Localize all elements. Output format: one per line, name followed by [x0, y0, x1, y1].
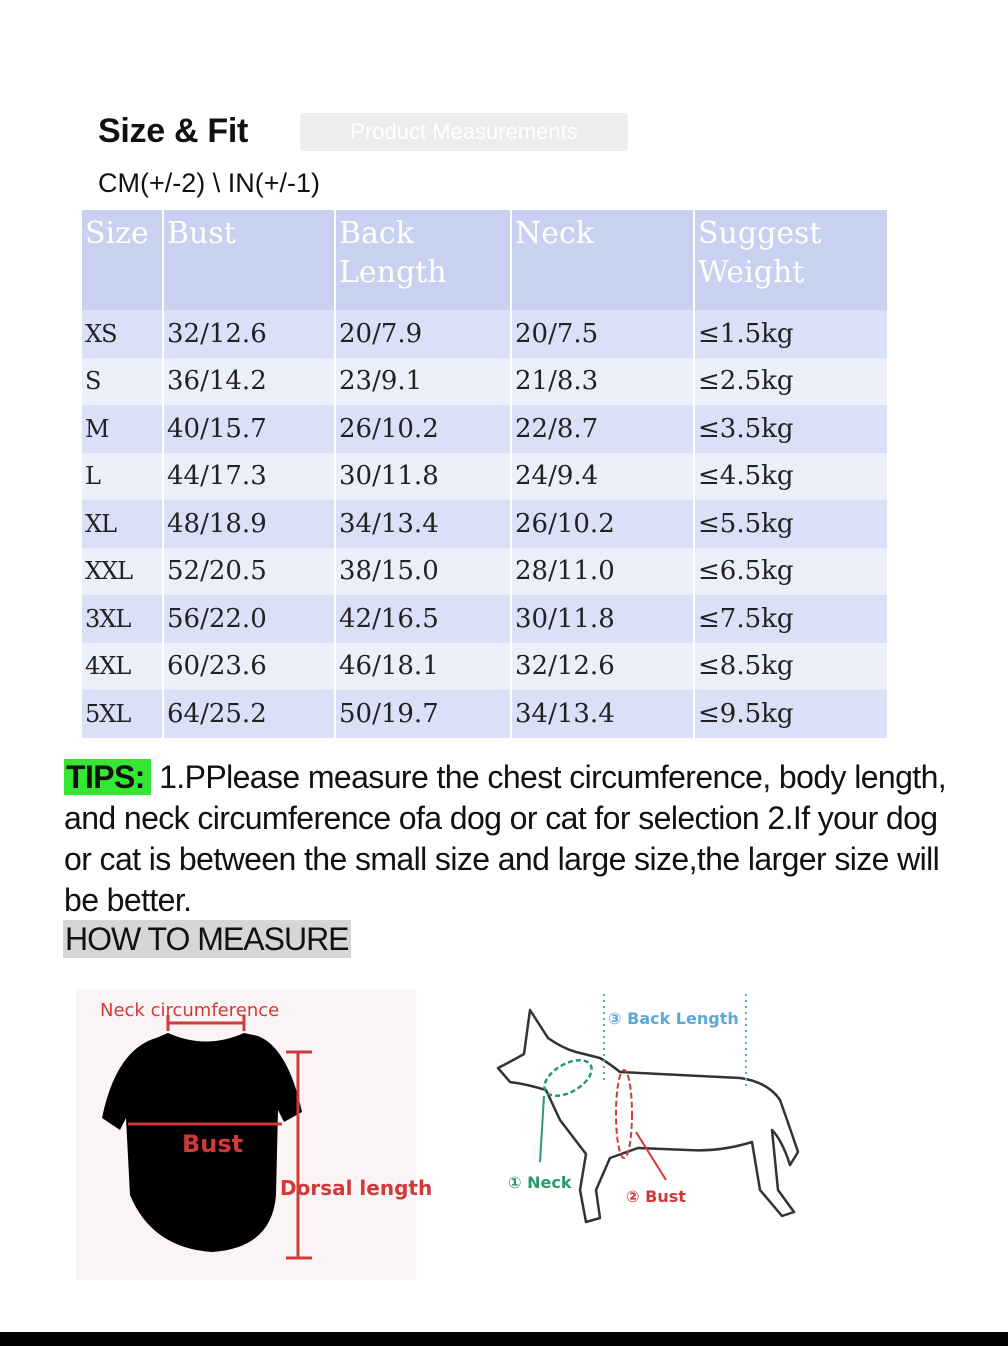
table-cell: XS: [82, 310, 163, 358]
dorsal-length-label: Dorsal length: [280, 1176, 433, 1200]
table-row: [82, 690, 887, 738]
table-row: [82, 310, 887, 358]
units-note: CM(+/-2) \ IN(+/-1): [98, 168, 321, 198]
size-chart-table: [82, 210, 887, 738]
table-cell: 42/16.5: [335, 595, 511, 643]
shirt-measurement-diagram: [76, 990, 433, 1280]
table-cell: 30/11.8: [335, 453, 511, 501]
bust-label: ② Bust: [626, 1187, 686, 1206]
product-measurements-badge: Product Measurements: [300, 113, 628, 151]
how-to-measure-heading: HOW TO MEASURE: [65, 921, 349, 957]
table-header-row: [82, 210, 887, 310]
column-header: Size: [82, 210, 163, 310]
table-row: [82, 595, 887, 643]
table-cell: 20/7.9: [335, 310, 511, 358]
bottom-bar: [0, 1332, 1008, 1346]
table-cell: 32/12.6: [163, 310, 335, 358]
table-cell: ≤5.5kg: [694, 500, 887, 548]
tips-text: 1.PPlease measure the chest circumference, body length, and neck circumference ofa dog or cat for selection 2.If your dog or cat is between the small size and large size,the larger size will be better.: [64, 759, 947, 918]
neck-circumference-label: Neck circumference: [100, 1000, 280, 1021]
table-row: [82, 643, 887, 691]
table-row: [82, 548, 887, 596]
dog-measurement-diagram: [490, 990, 810, 1240]
table-cell: XL: [82, 500, 163, 548]
table-cell: 3XL: [82, 595, 163, 643]
bust-label: Bust: [182, 1130, 244, 1158]
table-cell: ≤7.5kg: [694, 595, 887, 643]
table-cell: 20/7.5: [511, 310, 694, 358]
table-cell: XXL: [82, 548, 163, 596]
table-cell: 28/11.0: [511, 548, 694, 596]
table-cell: 50/19.7: [335, 690, 511, 738]
table-cell: 34/13.4: [335, 500, 511, 548]
table-cell: 48/18.9: [163, 500, 335, 548]
table-cell: 60/23.6: [163, 643, 335, 691]
table-cell: S: [82, 358, 163, 406]
table-cell: ≤6.5kg: [694, 548, 887, 596]
table-cell: ≤1.5kg: [694, 310, 887, 358]
table-cell: 26/10.2: [511, 500, 694, 548]
table-cell: M: [82, 405, 163, 453]
table-cell: 38/15.0: [335, 548, 511, 596]
column-header: Back Length: [335, 210, 511, 310]
column-header: Neck: [511, 210, 694, 310]
table-cell: 34/13.4: [511, 690, 694, 738]
table-cell: 30/11.8: [511, 595, 694, 643]
table-row: [82, 453, 887, 501]
table-row: [82, 500, 887, 548]
table-cell: 36/14.2: [163, 358, 335, 406]
table-cell: 4XL: [82, 643, 163, 691]
table-cell: L: [82, 453, 163, 501]
tips-label: TIPS:: [64, 759, 151, 795]
column-header: Bust: [163, 210, 335, 310]
table-cell: 52/20.5: [163, 548, 335, 596]
table-cell: 40/15.7: [163, 405, 335, 453]
table-cell: 64/25.2: [163, 690, 335, 738]
table-cell: 5XL: [82, 690, 163, 738]
table-cell: ≤4.5kg: [694, 453, 887, 501]
table-cell: ≤3.5kg: [694, 405, 887, 453]
table-cell: 44/17.3: [163, 453, 335, 501]
page-title: Size & Fit: [98, 112, 249, 150]
neck-label: ① Neck: [508, 1173, 572, 1192]
table-cell: ≤8.5kg: [694, 643, 887, 691]
table-cell: 46/18.1: [335, 643, 511, 691]
table-cell: 32/12.6: [511, 643, 694, 691]
table-cell: 23/9.1: [335, 358, 511, 406]
table-cell: 56/22.0: [163, 595, 335, 643]
table-cell: 24/9.4: [511, 453, 694, 501]
back-length-label: ③ Back Length: [608, 1009, 739, 1028]
table-row: [82, 358, 887, 406]
table-row: [82, 405, 887, 453]
neck-pointer-line: [540, 1096, 544, 1162]
column-header: Suggest Weight: [694, 210, 887, 310]
table-cell: ≤9.5kg: [694, 690, 887, 738]
table-cell: 22/8.7: [511, 405, 694, 453]
table-body: [82, 310, 887, 738]
tips-paragraph: [64, 757, 964, 921]
table-cell: 26/10.2: [335, 405, 511, 453]
table-cell: 21/8.3: [511, 358, 694, 406]
table-cell: ≤2.5kg: [694, 358, 887, 406]
